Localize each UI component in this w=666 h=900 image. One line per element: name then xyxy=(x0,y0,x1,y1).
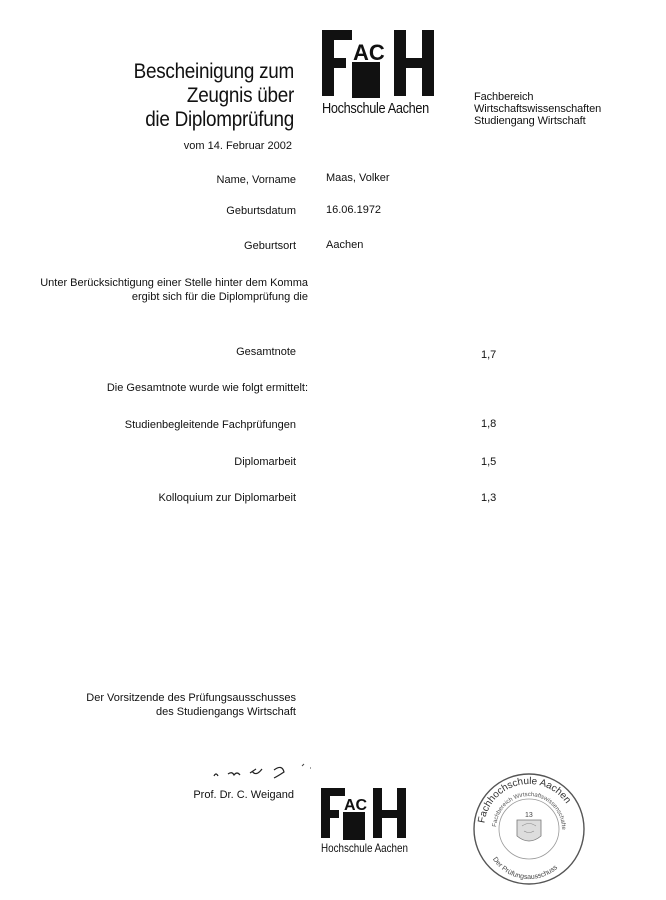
svg-text:13: 13 xyxy=(525,812,533,819)
faculty-line-2: Wirtschaftswissenschaften xyxy=(474,103,602,115)
fh-aachen-logo xyxy=(322,30,444,132)
intro-line-1: Unter Berücksichtigung einer Stelle hinter dem Komma xyxy=(40,277,308,289)
title-line-3: die Diplomprüfung xyxy=(145,108,294,131)
institution-name: Hochschule Aachen xyxy=(322,100,429,117)
certificate-title xyxy=(24,60,294,132)
fh-logo-bottom-icon xyxy=(321,784,411,844)
issue-date: vom 14. Februar 2002 xyxy=(183,140,292,152)
grade-label-colloquium: Kolloquium zur Diplomarbeit xyxy=(158,492,296,504)
svg-text:Fachhochschule Aachen: Fachhochschule Aachen xyxy=(476,775,573,824)
svg-text:Der Prüfungsausschuss: Der Prüfungsausschuss xyxy=(491,856,559,882)
computed-note: Die Gesamtnote wurde wie folgt ermittelt: xyxy=(106,382,308,394)
faculty-block xyxy=(474,91,601,127)
committee-chair xyxy=(86,691,296,719)
grade-value-colloquium: 1,3 xyxy=(481,492,497,504)
svg-text:Fachbereich Wirtschaftswissens: Fachbereich Wirtschaftswissenschafte xyxy=(492,791,567,830)
faculty-line-3: Studiengang Wirtschaft xyxy=(474,115,586,127)
coat-of-arms-icon xyxy=(517,820,541,841)
birthdate-value: 16.06.1972 xyxy=(326,204,382,216)
overall-grade-value: 1,7 xyxy=(481,349,497,361)
name-label: Name, Vorname xyxy=(216,174,296,186)
name-value: Maas, Volker xyxy=(326,172,390,184)
birthdate-label: Geburtsdatum xyxy=(226,205,296,217)
birthplace-value: Aachen xyxy=(326,239,364,251)
birthplace-label: Geburtsort xyxy=(244,240,296,252)
grade-label-thesis: Diplomarbeit xyxy=(234,456,296,468)
handwritten-signature xyxy=(206,760,326,784)
fh-aachen-logo-bottom xyxy=(321,784,411,862)
intro-line-2: ergibt sich für die Diplomprüfung die xyxy=(131,291,308,303)
grade-label-coursework: Studienbegleitende Fachprüfungen xyxy=(124,419,296,431)
grade-value-thesis: 1,5 xyxy=(481,456,497,468)
chair-line-2: des Studiengangs Wirtschaft xyxy=(155,706,296,718)
intro-text xyxy=(40,276,308,304)
faculty-line-1: Fachbereich xyxy=(474,91,534,103)
overall-grade-label: Gesamtnote xyxy=(236,346,296,358)
chair-line-1: Der Vorsitzende des Prüfungsausschusses xyxy=(86,692,296,704)
institution-name-bottom: Hochschule Aachen xyxy=(321,841,408,855)
svg-text:AC: AC xyxy=(344,797,368,814)
svg-text:AC: AC xyxy=(353,40,385,65)
title-line-2: Zeugnis über xyxy=(186,84,294,107)
signatory-name: Prof. Dr. C. Weigand xyxy=(193,789,294,801)
grade-value-coursework: 1,8 xyxy=(481,418,497,430)
title-line-1: Bescheinigung zum xyxy=(133,60,294,83)
official-stamp xyxy=(470,770,588,888)
